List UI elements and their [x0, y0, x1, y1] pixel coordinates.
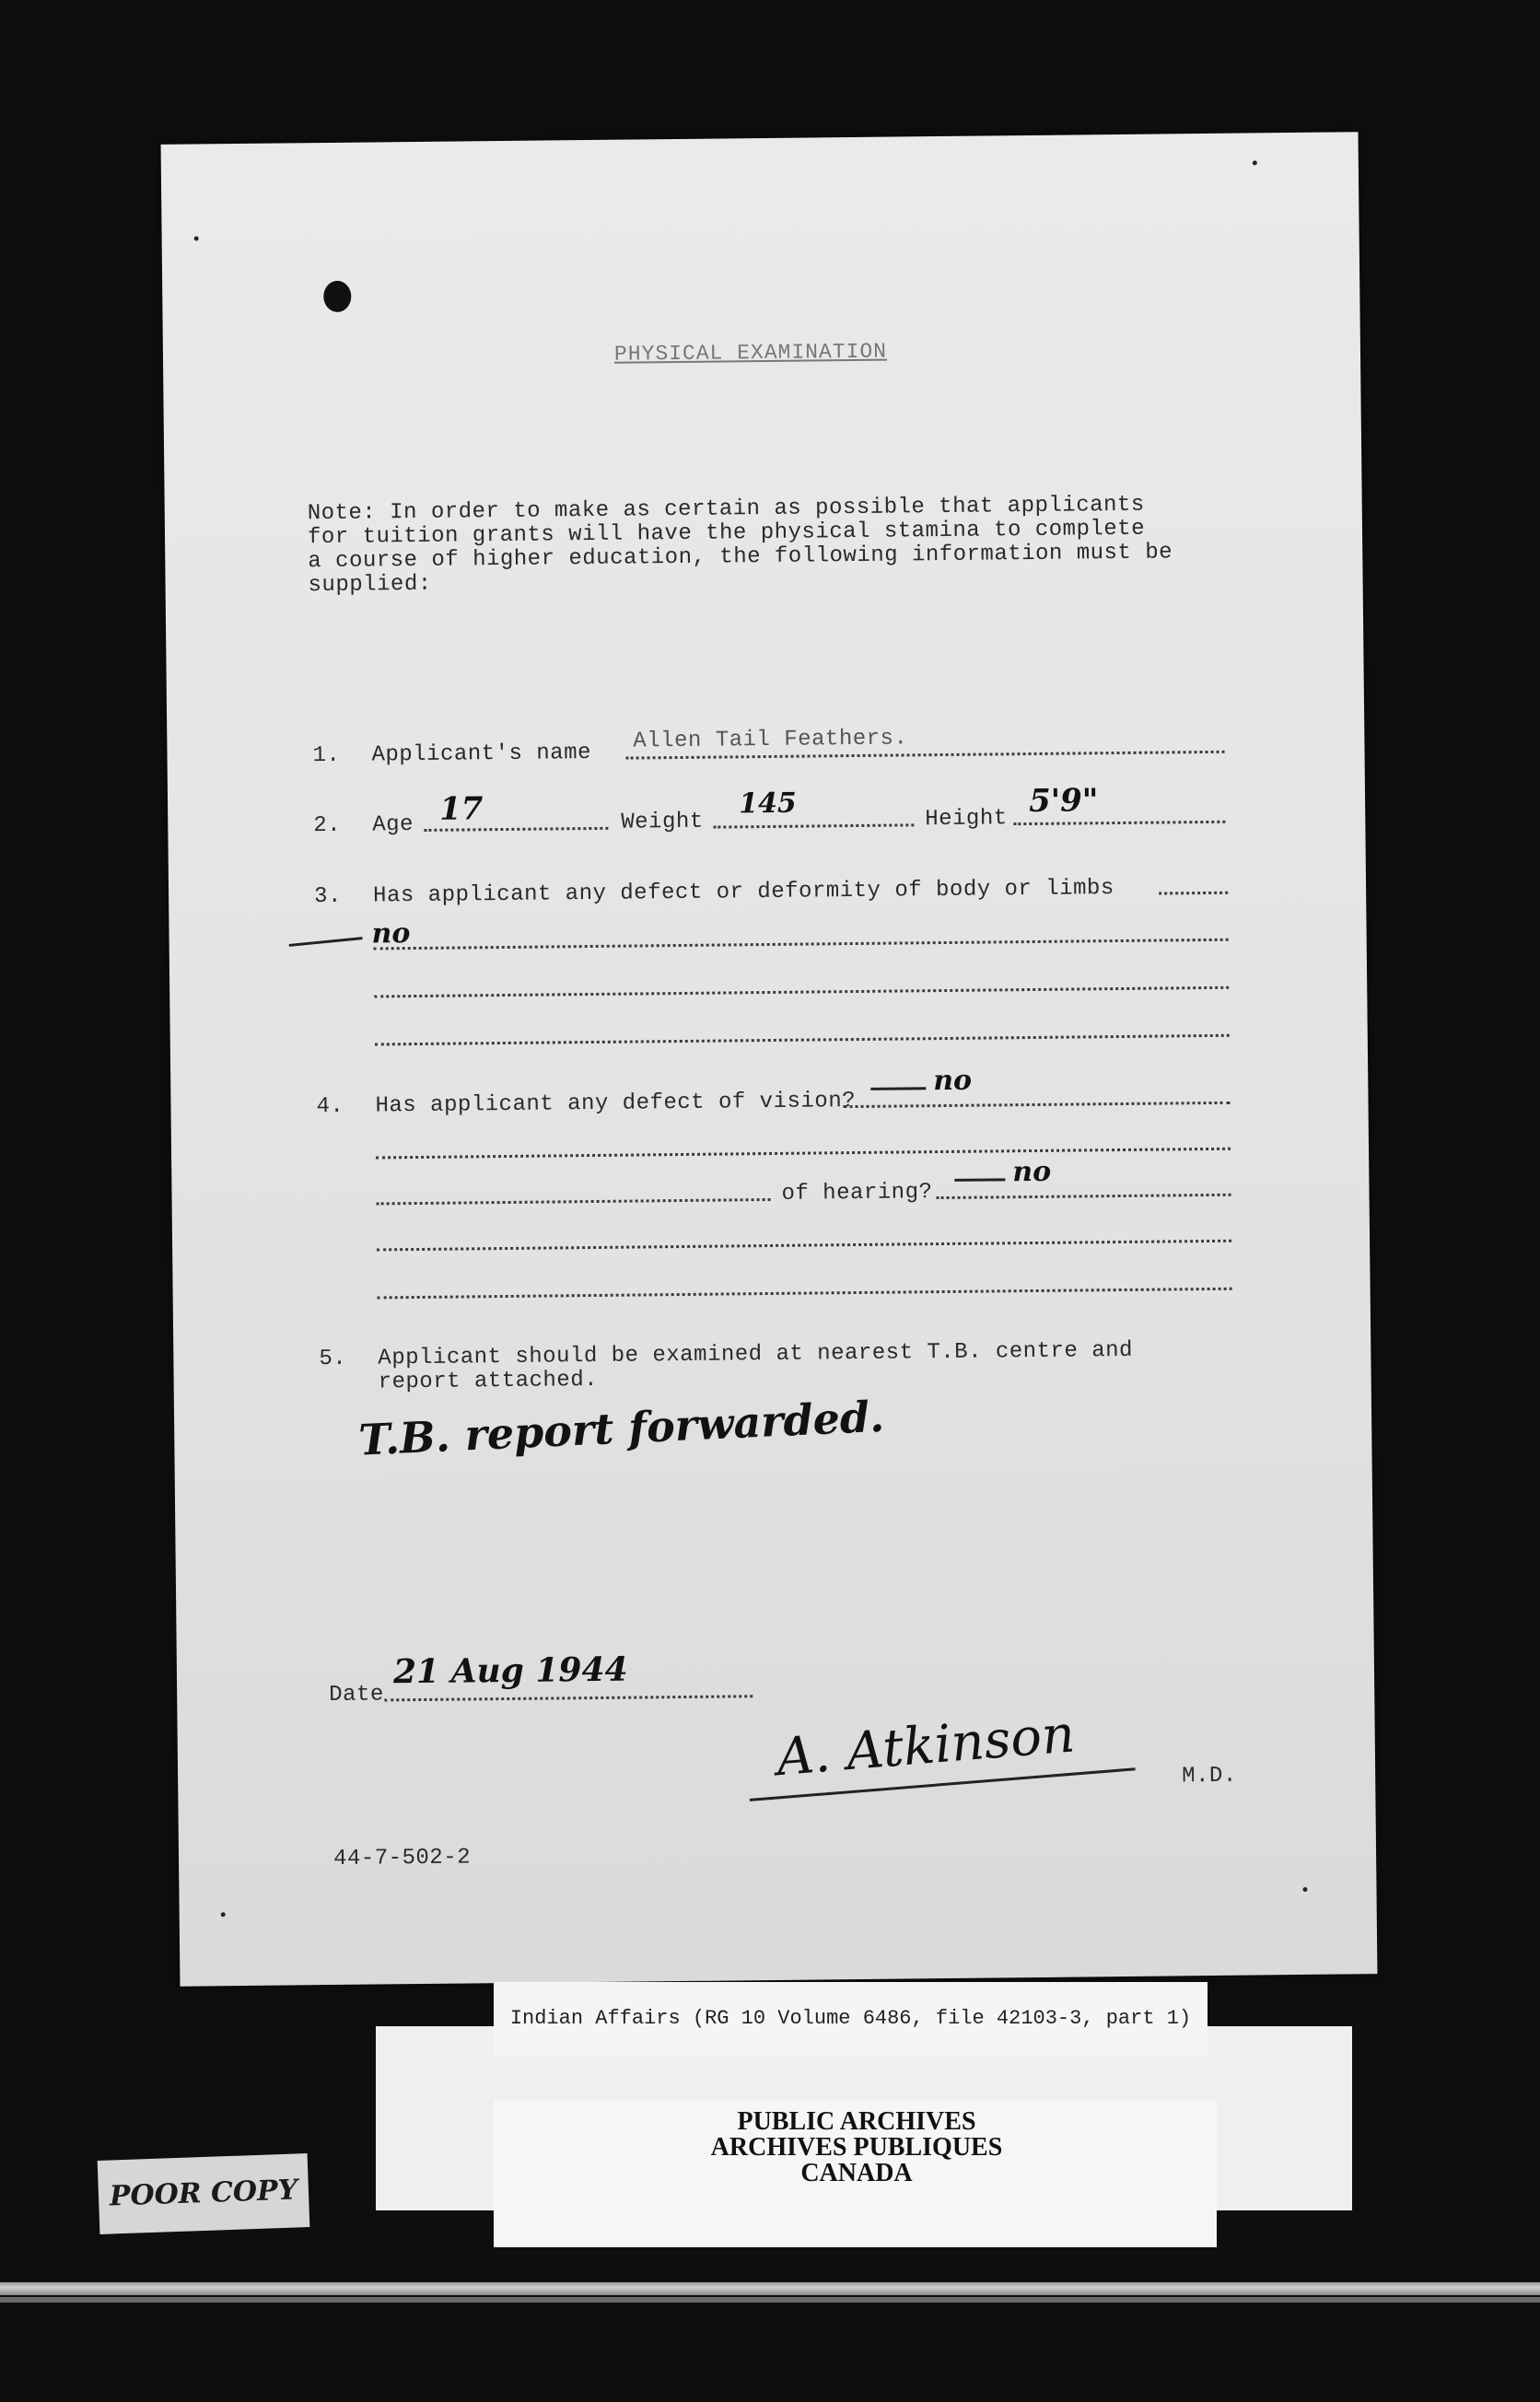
- form-title: PHYSICAL EXAMINATION: [613, 339, 888, 367]
- form-sheet: [161, 132, 1378, 1987]
- tb-report-note: T.B. report forwarded.: [357, 1391, 886, 1465]
- archive-stamp-line: PUBLIC ARCHIVES: [737, 2107, 976, 2136]
- note-line: supplied:: [308, 571, 432, 599]
- body-defect-answer-text: no: [371, 917, 411, 950]
- archive-stamp-line: CANADA: [800, 2159, 913, 2187]
- vision-answer: [870, 1065, 972, 1098]
- body-defect-line: [1159, 886, 1228, 895]
- item-number: 5.: [319, 1346, 347, 1372]
- body-defect-line: [375, 1029, 1230, 1046]
- vision-answer-text: no: [933, 1064, 973, 1098]
- vision-line: [376, 1142, 1231, 1160]
- height-answer: 5'9": [1028, 782, 1099, 821]
- weight-answer: 145: [738, 787, 797, 821]
- note-line: a course of higher education, the following information must be: [308, 540, 1173, 575]
- hearing-answer: [954, 1156, 1051, 1189]
- md-suffix: M.D.: [1182, 1763, 1237, 1790]
- height-label: Height: [925, 806, 1008, 833]
- date-label: Date: [329, 1682, 384, 1708]
- item-number: 1.: [312, 742, 341, 769]
- tb-instruction: report attached.: [378, 1367, 599, 1395]
- hearing-line: [378, 1282, 1232, 1300]
- body-defect-line: [374, 981, 1229, 998]
- hearing-line: [377, 1193, 771, 1205]
- hearing-answer-text: no: [1012, 1155, 1052, 1189]
- speck: [1302, 1887, 1307, 1892]
- punch-hole: [323, 281, 351, 312]
- film-edge: [0, 2297, 1540, 2303]
- hearing-line: [377, 1234, 1231, 1252]
- date-line: [384, 1689, 752, 1701]
- film-edge: [0, 2282, 1540, 2295]
- poor-copy-label: POOR COPY: [98, 2153, 310, 2234]
- hearing-label: of hearing?: [781, 1180, 933, 1207]
- body-defect-answer: [288, 917, 410, 950]
- note-line: for tuition grants will have the physical stamina to complete: [307, 516, 1146, 551]
- speck: [194, 236, 199, 240]
- age-label: Age: [372, 812, 414, 838]
- name-label: Applicant's name: [371, 740, 592, 768]
- vision-line: [843, 1096, 1230, 1108]
- archive-stamp-line: ARCHIVES PUBLIQUES: [710, 2133, 1003, 2162]
- speck: [1253, 160, 1257, 165]
- item-number: 3.: [313, 883, 343, 910]
- age-answer: 17: [438, 790, 484, 828]
- date-answer: 21 Aug 1944: [392, 1650, 628, 1692]
- hearing-line: [937, 1188, 1231, 1199]
- form-number: 44-7-502-2: [332, 1845, 472, 1871]
- archive-stamp: [497, 2109, 1216, 2186]
- weight-label: Weight: [621, 809, 704, 835]
- body-defect-line: [374, 933, 1229, 950]
- physician-signature: A. Atkinson: [774, 1704, 1078, 1789]
- note-line: Note: In order to make as certain as possible that applicants: [307, 492, 1145, 527]
- name-answer: Allen Tail Feathers.: [633, 726, 908, 754]
- item-number: 4.: [316, 1093, 344, 1120]
- vision-label: Has applicant any defect of vision?: [375, 1089, 857, 1119]
- body-defect-label: Has applicant any defect or deformity of body or limbs: [372, 876, 1114, 909]
- speck: [221, 1912, 226, 1917]
- item-number: 2.: [313, 812, 342, 839]
- archive-reference: Indian Affairs (RG 10 Volume 6486, file 42103-3, part 1): [494, 1982, 1208, 2056]
- tb-instruction: Applicant should be examined at nearest T.B. centre and: [378, 1337, 1134, 1371]
